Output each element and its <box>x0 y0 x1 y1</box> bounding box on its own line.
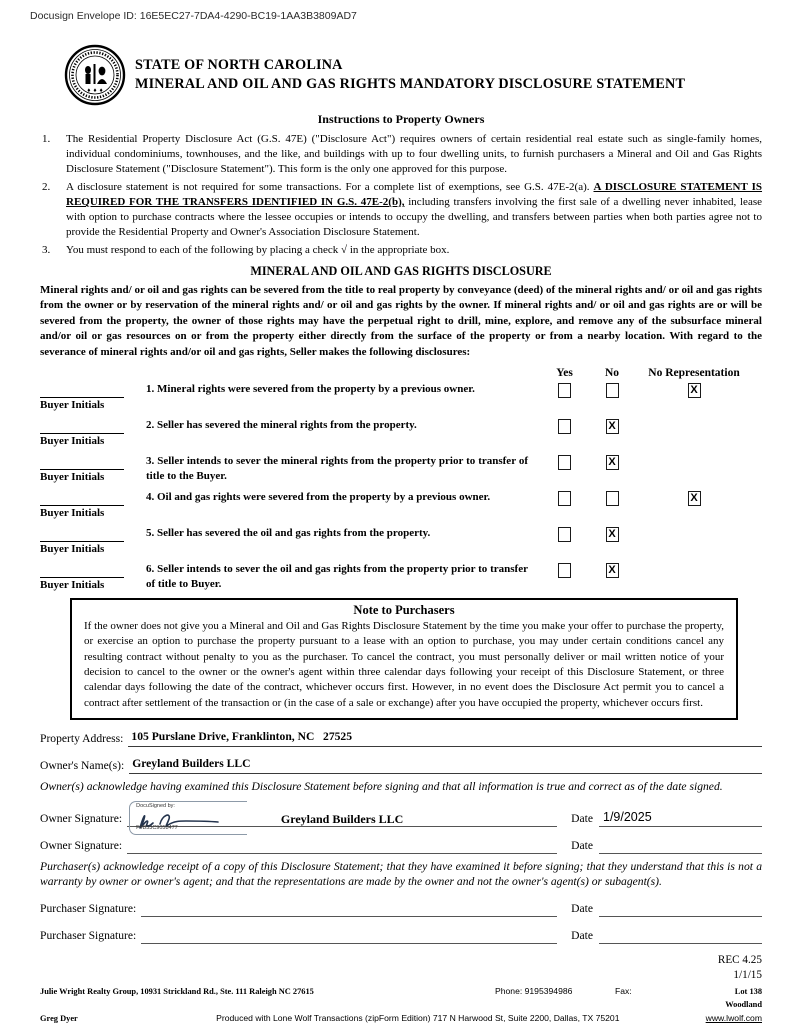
buyer-initials-line[interactable] <box>40 425 124 434</box>
column-header-no: No <box>604 366 620 379</box>
buyer-initials-line[interactable] <box>40 569 124 578</box>
buyer-initials-label: Buyer Initials <box>40 435 105 448</box>
buyer-initials-line[interactable] <box>40 533 124 542</box>
checkbox-yes[interactable] <box>558 383 571 398</box>
owner-signature-line-2[interactable] <box>127 838 557 854</box>
instruction-item-1 <box>40 132 762 177</box>
disclosure-row-3 <box>40 454 762 485</box>
docusign-envelope-id: Docusign Envelope ID: 16E5EC27-7DA4-4290-BC19-1AA3B3809AD7 <box>30 10 357 22</box>
checkbox-yes[interactable] <box>558 419 571 434</box>
disclosure-row-6 <box>40 562 762 593</box>
form-revision-date: 1/1/15 <box>733 969 762 982</box>
instructions-heading: Instructions to Property Owners <box>317 112 485 126</box>
checkbox-yes[interactable] <box>558 527 571 542</box>
disclosure-row-5 <box>40 526 762 557</box>
disclosure-statement: 6. Seller intends to sever the oil and gas rights from the property prior to transfer of title to Buyer. <box>146 562 528 590</box>
disclosure-statement: 2. Seller has severed the mineral rights from the property. <box>146 419 417 432</box>
owner-signature-row-1 <box>40 802 762 832</box>
instruction-item-3 <box>40 243 762 258</box>
instruction-text-emphasis: A DISCLOSURE STATEMENT IS REQUIRED FOR THE TRANSFERS IDENTIFIED IN G.S. 47E-2(b), <box>66 181 763 209</box>
owner-signature-row-2 <box>40 838 762 854</box>
note-to-purchasers-box <box>70 598 738 720</box>
disclosure-statement: 3. Seller intends to sever the mineral rights from the property prior to transfer of title to the Buyer. <box>146 455 528 483</box>
disclosure-row-4 <box>40 490 762 521</box>
instruction-text: The Residential Property Disclosure Act (G.S. 47E) ("Disclosure Act") requires owners of certain residential real estate such as single-family homes, individual condominiums, townhouses, and the like, and buildings with up to four dwelling units, to furnish purchasers a Mineral and Oil and Gas Rights Disclosure Statement ("Disclosure Statement"). This form is the only one approved for this purpose. <box>66 133 762 176</box>
checkbox-no[interactable] <box>606 527 619 542</box>
property-address-label: Property Address: <box>40 732 124 746</box>
lot-info: Lot 138 Woodland <box>725 987 762 1009</box>
disclosure-intro-paragraph: Mineral rights and/ or oil and gas rights can be severed from the title to real property by conveyance (deed) of the mineral rights and/ or oil and gas rights from the owner or by reservation of the mineral rights and/ or oil and gas rights by the owner. If mineral rights and/ or oil and gas rights are or will be severed from the property, the owner of those rights may have the perpetual right to drill, mine, explore, and remove any of the subsurface mineral and/or oil or gas resources on or from the property either directly from the surface of the property or from a nearby location. With regard to the severance of mineral rights and/or oil and gas rights, Seller makes the following disclosures: <box>40 283 762 358</box>
instruction-text: You must respond to each of the following by placing a check √ in the appropriate box. <box>66 243 450 256</box>
purchaser-date-line-2[interactable] <box>599 928 762 944</box>
buyer-initials-line[interactable] <box>40 497 124 506</box>
owner-acknowledgment-text: Owner(s) acknowledge having examined this Disclosure Statement before signing and that all information is true and correct as of the date signed. <box>40 779 723 793</box>
owner-signature-label: Owner Signature: <box>40 838 123 852</box>
buyer-initials-label: Buyer Initials <box>40 578 105 591</box>
title-main: MINERAL AND OIL AND GAS RIGHTS MANDATORY DISCLOSURE STATEMENT <box>135 76 686 92</box>
buyer-initials-line[interactable] <box>40 461 124 470</box>
column-header-no-representation: No Representation <box>648 366 740 379</box>
buyer-initials-label: Buyer Initials <box>40 471 105 484</box>
nc-real-estate-commission-seal-icon <box>64 44 126 106</box>
svg-text:♦ ♦ ♦: ♦ ♦ ♦ <box>86 88 104 94</box>
purchaser-signature-label: Purchaser Signature: <box>40 902 137 916</box>
instruction-item-2 <box>40 180 762 240</box>
owner-date-line-2[interactable] <box>599 838 762 854</box>
instruction-text-pre: A disclosure statement is not required for some transactions. For a complete list of exemptions, see G.S. 47E-2(a). <box>66 181 594 194</box>
owner-date-line-1[interactable] <box>599 811 762 827</box>
date-label: Date <box>571 902 593 916</box>
buyer-initials-line[interactable] <box>40 389 124 398</box>
note-body: If the owner does not give you a Mineral and Oil and Gas Rights Disclosure Statement by the time you make your offer to purchase the property, or exercise an option to purchase the property pursuant to a lease with an option to purchase, you may under certain conditions cancel any resulting contract without penalty to you as the purchaser. To cancel the contract, you must personally deliver or mail written notice of your decision to cancel to the owner or the owner's agent within three calendar days following your receipt of this Disclosure Statement, or three calendar days following the date of the contract, whichever occurs first. However, in no event does the Disclosure Act permit you to cancel a contract after settlement of the transaction or (in the case of a sale or exchange) after you have occupied the property, whichever occurs first. <box>84 619 724 709</box>
item-number: 2. <box>42 181 51 194</box>
fax-info: Fax: <box>615 986 632 997</box>
date-label: Date <box>571 811 593 825</box>
owner-date-value: 1/9/2025 <box>603 809 652 824</box>
date-label: Date <box>571 838 593 852</box>
checkbox-yes[interactable] <box>558 455 571 470</box>
title-state: STATE OF NORTH CAROLINA <box>135 57 343 74</box>
document-titles <box>135 56 685 93</box>
docusign-signature-stamp <box>129 801 247 835</box>
checkbox-no[interactable] <box>606 491 619 506</box>
form-revision-block <box>40 953 762 983</box>
checkbox-no-representation[interactable] <box>688 491 701 506</box>
owners-name-row <box>40 756 762 774</box>
purchaser-date-line-1[interactable] <box>599 901 762 917</box>
docusign-id: F4B53C9058477 <box>136 825 178 832</box>
buyer-initials-label: Buyer Initials <box>40 543 105 556</box>
disclosure-statement: 4. Oil and gas rights were severed from the property by a previous owner. <box>146 491 491 504</box>
page-footer <box>40 985 762 1024</box>
instruction-text-post: including transfers involving the first sale of a dwelling never inhabited, lease with option to purchase contracts where the lessee occupies or intends to occupy the dwelling, and transfers between parties when both parties agree not to provide the Residential Property and Owner's Association Disclosure Statement. <box>66 196 762 239</box>
date-label: Date <box>571 929 593 943</box>
disclosure-statement: 5. Seller has severed the oil and gas rights from the property. <box>146 527 431 540</box>
buyer-initials-label: Buyer Initials <box>40 507 105 520</box>
produced-with-info: Produced with Lone Wolf Transactions (zipForm Edition) 717 N Harwood St, Suite 2200, Dallas, TX 75201 <box>216 1012 620 1023</box>
purchaser-acknowledgment-text: Purchaser(s) acknowledge receipt of a copy of this Disclosure Statement; that they have examined it before signing; that they understand that this is not a warranty by owner or owner's agent; and that the representations are made by the owner and not the owner's agent(s) or subagent(s). <box>40 859 762 889</box>
checkbox-no[interactable] <box>606 383 619 398</box>
disclosure-row-1 <box>40 382 762 413</box>
note-heading: Note to Purchasers <box>353 602 455 617</box>
agent-name: Greg Dyer <box>40 1013 78 1023</box>
disclosure-table <box>40 365 762 593</box>
purchaser-signature-row-2 <box>40 928 762 944</box>
purchaser-signature-row-1 <box>40 901 762 917</box>
disclosure-table-header <box>40 365 762 382</box>
phone-info: Phone: 9195394986 <box>495 986 573 997</box>
checkbox-no-representation[interactable] <box>688 383 701 398</box>
checkbox-yes[interactable] <box>558 563 571 578</box>
disclosure-statement: 1. Mineral rights were severed from the property by a previous owner. <box>146 383 475 396</box>
brokerage-info: Julie Wright Realty Group, 10931 Strickland Rd., Ste. 111 Raleigh NC 27615 <box>40 987 314 997</box>
owner-printed-name: Greyland Builders LLC <box>280 811 404 826</box>
item-number: 1. <box>42 133 51 146</box>
owners-name-label: Owner's Name(s): <box>40 759 125 773</box>
property-address-field[interactable]: 105 Purslane Drive, Franklinton, NC 27525 <box>128 729 762 747</box>
disclosure-section-heading: MINERAL AND OIL AND GAS RIGHTS DISCLOSURE <box>250 263 552 278</box>
owners-name-field[interactable]: Greyland Builders LLC <box>129 756 762 774</box>
buyer-initials-label: Buyer Initials <box>40 399 105 412</box>
form-number: REC 4.25 <box>717 954 762 967</box>
owner-signature-label: Owner Signature: <box>40 811 123 825</box>
purchaser-signature-label: Purchaser Signature: <box>40 929 137 943</box>
checkbox-no[interactable] <box>606 455 619 470</box>
purchaser-signature-line-2[interactable] <box>141 928 557 944</box>
purchaser-signature-line-1[interactable] <box>141 901 557 917</box>
docusign-caption: DocuSigned by: <box>136 802 175 809</box>
checkbox-no[interactable] <box>606 563 619 578</box>
instruction-text <box>66 180 762 240</box>
property-address-row <box>40 729 762 747</box>
disclosure-row-2 <box>40 418 762 449</box>
item-number: 3. <box>42 243 51 256</box>
column-header-yes: Yes <box>556 366 573 379</box>
owner-signature-line-1[interactable] <box>127 802 557 832</box>
document-header <box>64 44 762 106</box>
checkbox-yes[interactable] <box>558 491 571 506</box>
lwolf-link[interactable]: www.lwolf.com <box>705 1012 762 1023</box>
checkbox-no[interactable] <box>606 419 619 434</box>
